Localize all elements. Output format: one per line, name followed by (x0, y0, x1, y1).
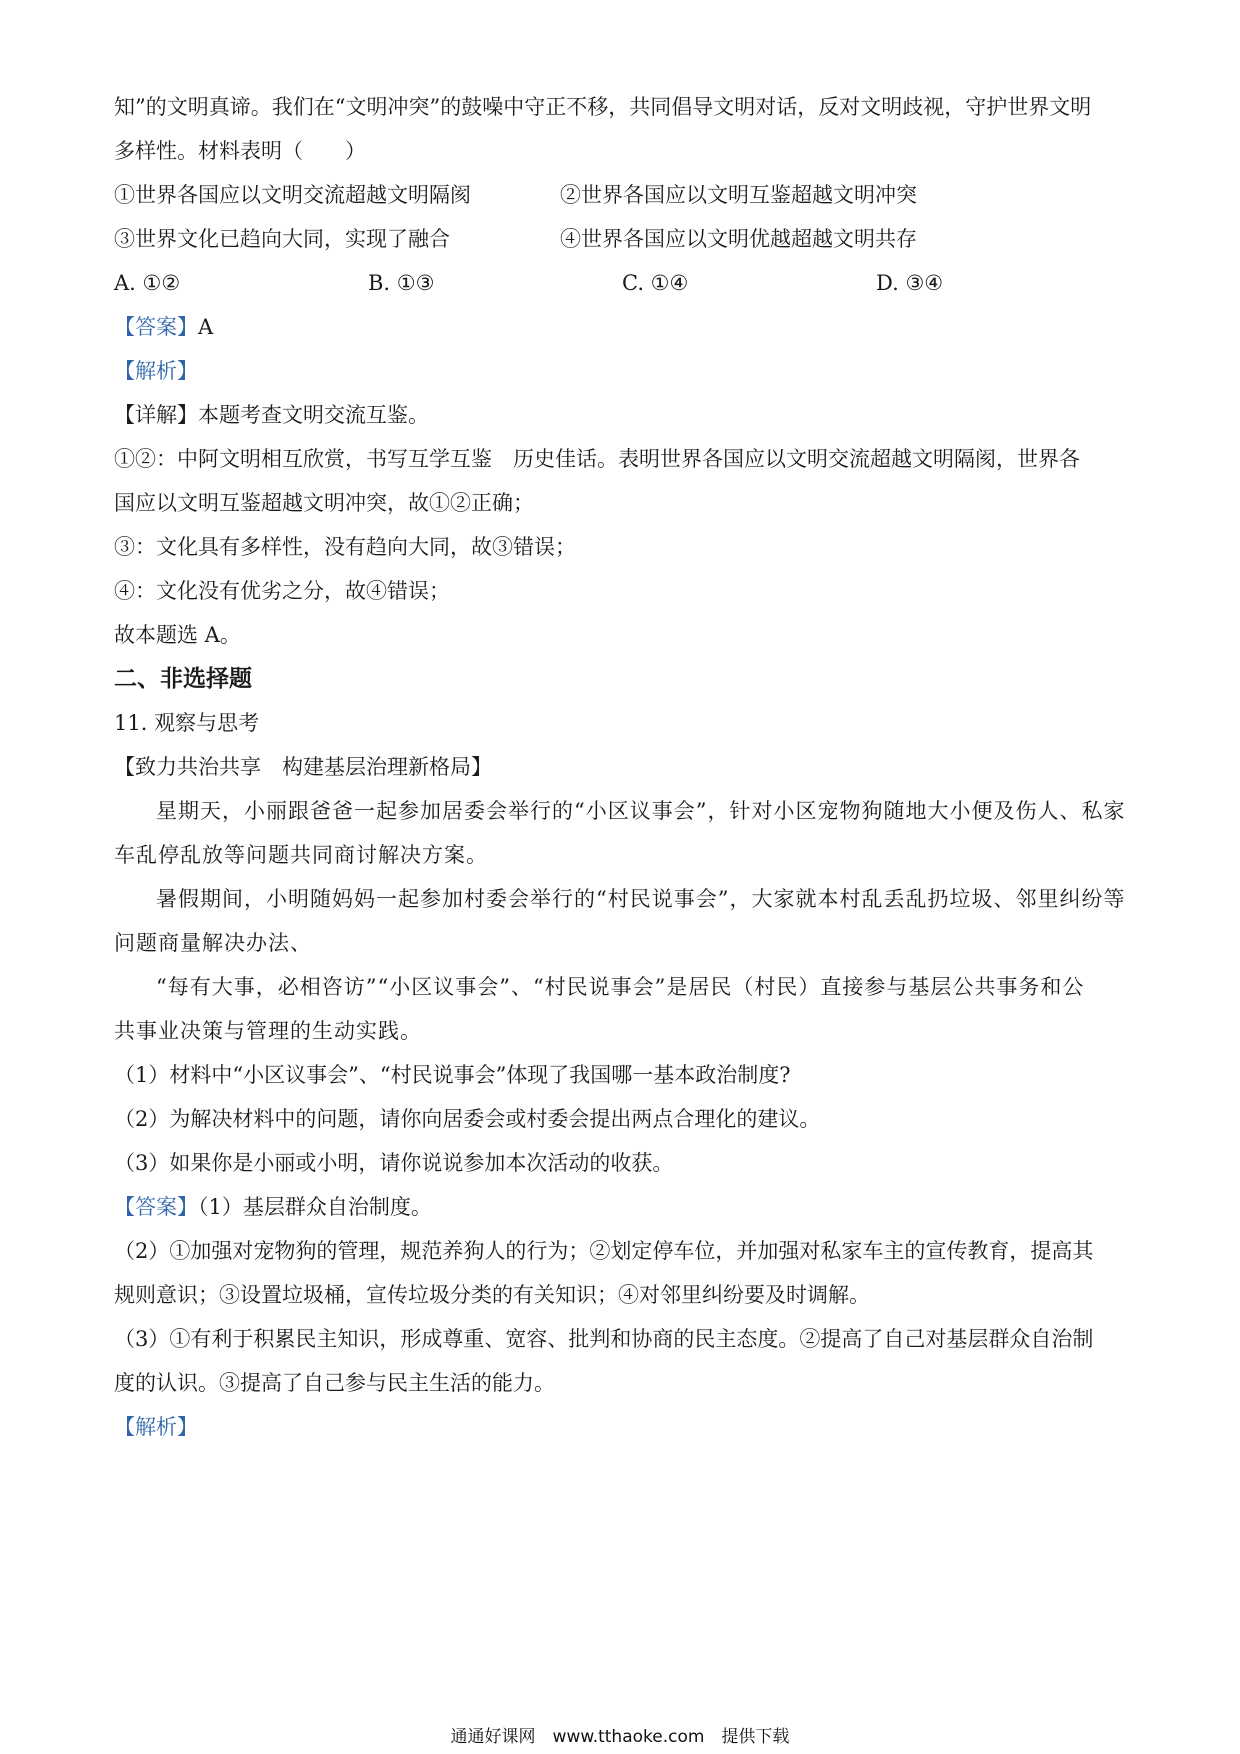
page-footer: 通通好课网 www.tthaoke.com 提供下载 (450, 1727, 790, 1747)
q11-question-1: （1）材料中“小区议事会”、“村民说事会”体现了我国哪一基本政治制度? (114, 1063, 791, 1087)
q11-answer-2a: （2）①加强对宠物狗的管理，规范养狗人的行为；②划定停车位，并加强对私家车主的宣传教育，提高其 (114, 1239, 1094, 1263)
q10-detail: 【详解】本题考查文明交流互鉴。 (114, 403, 429, 427)
answer-tag: 【答案】 (114, 315, 198, 339)
q10-explanation-2: ③：文化具有多样性，没有趋向大同，故③错误； (114, 535, 576, 559)
q11-answer-2b: 规则意识；③设置垃圾桶，宣传垃圾分类的有关知识；④对邻里纠纷要及时调解。 (114, 1283, 870, 1307)
q11-answer-3b: 度的认识。③提高了自己参与民主生活的能力。 (114, 1371, 555, 1395)
answer-tag: 【答案】 (114, 1195, 198, 1219)
q10-choice-d: D. ③④ (876, 271, 944, 295)
q11-title: 11. 观察与思考 (114, 711, 260, 735)
q11-material-1a: 星期天，小丽跟爸爸一起参加居委会举行的“小区议事会”，针对小区宠物狗随地大小便及伤人、私家 (156, 799, 1126, 823)
q10-choice-b: B. ①③ (368, 271, 435, 295)
q11-material-3b: 共事业决策与管理的生动实践。 (114, 1019, 422, 1043)
q10-option-4: ④世界各国应以文明优越超越文明共存 (560, 227, 917, 251)
q10-choice-c: C. ①④ (622, 271, 689, 295)
q10-option-2: ②世界各国应以文明互鉴超越文明冲突 (560, 183, 917, 207)
q11-material-3a: “每有大事，必相咨访”“小区议事会”、“村民说事会”是居民（村民）直接参与基层公共事务和公 (156, 975, 1085, 999)
q10-stem-line-2: 多样性。材料表明（ ） (114, 139, 366, 163)
q11-answer-1 (114, 1192, 432, 1222)
q11-material-2b: 问题商量解决办法、 (114, 931, 312, 955)
q10-analysis-tag: 【解析】 (114, 359, 198, 383)
q11-question-2: （2）为解决材料中的问题，请你向居委会或村委会提出两点合理化的建议。 (114, 1107, 821, 1131)
q10-explanation-1b: 国应以文明互鉴超越文明冲突，故①②正确； (114, 491, 534, 515)
q11-material-1b: 车乱停乱放等问题共同商讨解决方案。 (114, 843, 488, 867)
q10-answer (114, 312, 213, 342)
q10-conclusion: 故本题选 A。 (114, 623, 241, 647)
q11-subtitle: 【致力共治共享 构建基层治理新格局】 (114, 755, 492, 779)
answer-value: A (198, 315, 214, 339)
q11-answer-3a: （3）①有利于积累民主知识，形成尊重、宽容、批判和协商的民主态度。②提高了自己对基层群众自治制 (114, 1327, 1094, 1351)
q11-material-2a: 暑假期间，小明随妈妈一起参加村委会举行的“村民说事会”，大家就本村乱丢乱扔垃圾、邻里纠纷等 (156, 887, 1126, 911)
q10-choice-a: A. ①② (114, 271, 181, 295)
answer-value: （1）基层群众自治制度。 (198, 1195, 432, 1219)
section-heading: 二、非选择题 (114, 666, 252, 692)
q10-option-1: ①世界各国应以文明交流超越文明隔阂 (114, 183, 471, 207)
q10-explanation-3: ④：文化没有优劣之分，故④错误； (114, 579, 450, 603)
q10-stem-line-1: 知”的文明真谛。我们在“文明冲突”的鼓噪中守正不移，共同倡导文明对话，反对文明歧视，守护世界文明 (114, 95, 1092, 119)
q11-question-3: （3）如果你是小丽或小明，请你说说参加本次活动的收获。 (114, 1151, 674, 1175)
q11-analysis-tag: 【解析】 (114, 1415, 198, 1439)
q10-explanation-1a: ①②：中阿文明相互欣赏，书写互学互鉴 历史佳话。表明世界各国应以文明交流超越文明隔阂，世界各 (114, 447, 1080, 471)
q10-option-3: ③世界文化已趋向大同，实现了融合 (114, 227, 450, 251)
